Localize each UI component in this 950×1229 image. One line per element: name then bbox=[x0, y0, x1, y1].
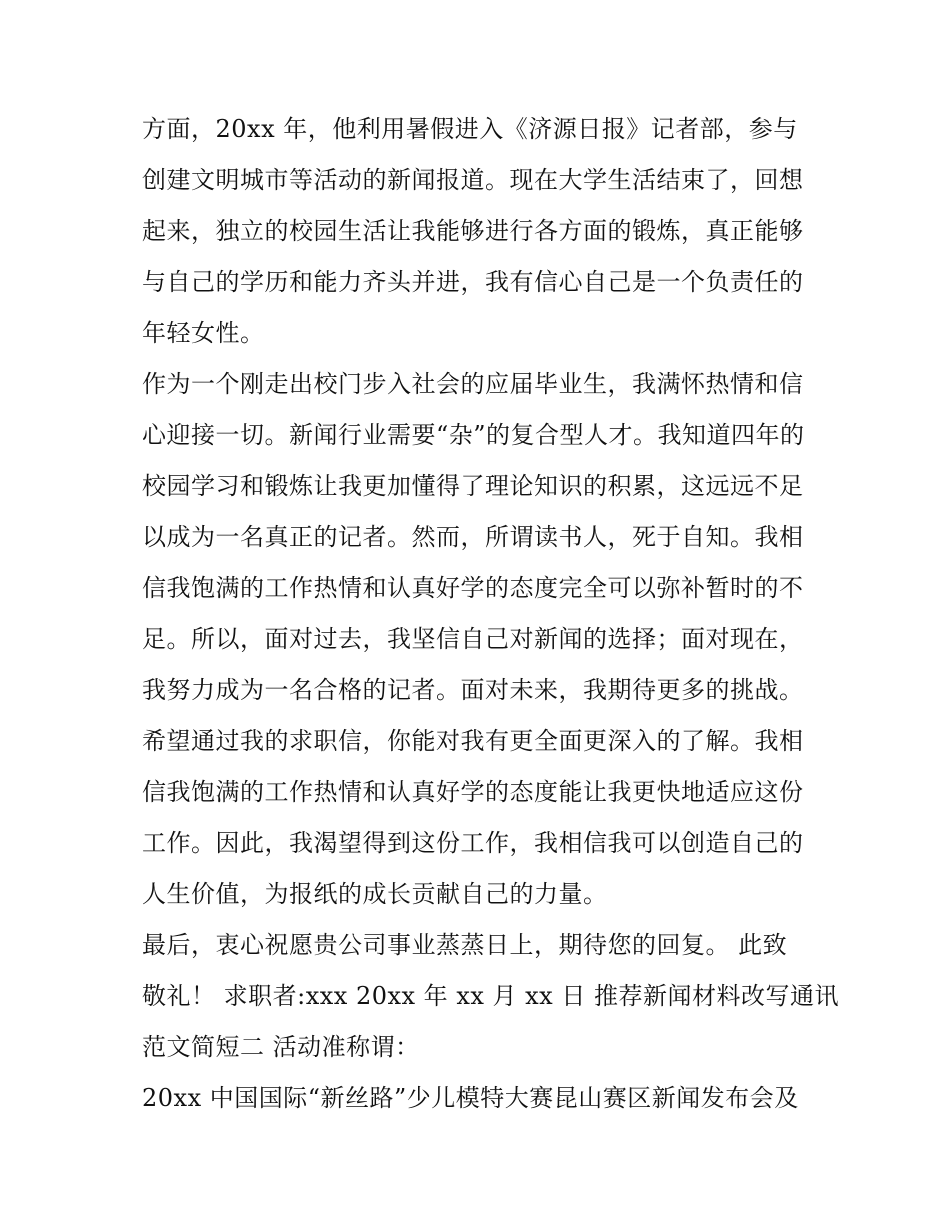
text-line: 作为一个刚走出校门步入社会的应届毕业生，我满怀热情和信 bbox=[142, 370, 804, 398]
text-line: 以成为一名真正的记者。然而，所谓读书人，死于自知。我相 bbox=[142, 523, 804, 551]
text-line: 校园学习和锻炼让我更加懂得了理论知识的积累，这远远不足 bbox=[142, 472, 804, 500]
text-line: 方面，20xx 年，他利用暑假进入《济源日报》记者部，参与 bbox=[142, 115, 798, 143]
text-line: 信我饱满的工作热情和认真好学的态度能让我更快地适应这份 bbox=[142, 778, 804, 806]
text-line: 最后，衷心祝愿贵公司事业蒸蒸日上，期待您的回复。 此致 bbox=[142, 931, 788, 959]
text-line: 人生价值，为报纸的成长贡献自己的力量。 bbox=[142, 880, 608, 908]
text-line: 敬礼！ 求职者:xxx 20xx 年 xx 月 xx 日 推荐新闻材料改写通讯 bbox=[142, 982, 839, 1010]
document-body bbox=[142, 104, 839, 1124]
text-line: 我努力成为一名合格的记者。面对未来，我期待更多的挑战。 bbox=[142, 676, 804, 704]
text-line: 足。所以，面对过去，我坚信自己对新闻的选择；面对现在， bbox=[142, 625, 804, 653]
text-line: 年轻女性。 bbox=[142, 319, 265, 347]
text-line: 与自己的学历和能力齐头并进，我有信心自己是一个负责任的 bbox=[142, 268, 804, 296]
text-line: 20xx 中国国际“新丝路”少儿模特大赛昆山赛区新闻发布会及 bbox=[142, 1084, 799, 1112]
text-line: 信我饱满的工作热情和认真好学的态度完全可以弥补暂时的不 bbox=[142, 574, 804, 602]
text-line: 心迎接一切。新闻行业需要“杂”的复合型人才。我知道四年的 bbox=[142, 421, 805, 449]
text-line: 起来，独立的校园生活让我能够进行各方面的锻炼，真正能够 bbox=[142, 217, 804, 245]
text-line: 创建文明城市等活动的新闻报道。现在大学生活结束了，回想 bbox=[142, 166, 804, 194]
text-line: 范文简短二 活动准称谓： bbox=[142, 1033, 420, 1061]
text-line: 工作。因此，我渴望得到这份工作，我相信我可以创造自己的 bbox=[142, 829, 804, 857]
text-line: 希望通过我的求职信，你能对我有更全面更深入的了解。我相 bbox=[142, 727, 804, 755]
